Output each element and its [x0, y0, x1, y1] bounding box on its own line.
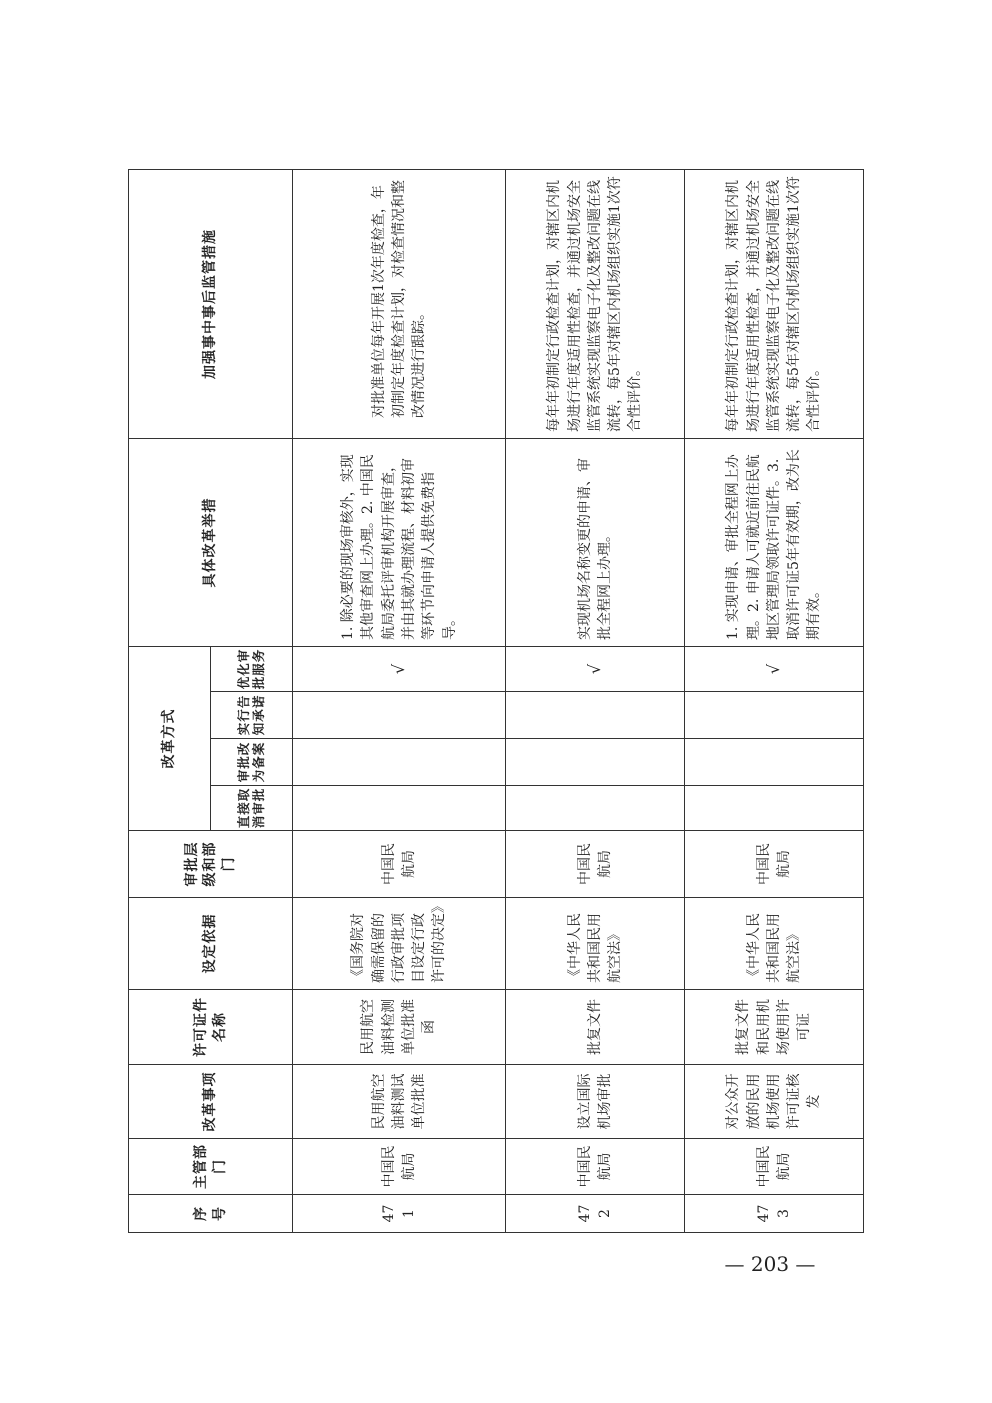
row-basis: 《国务院对确需保留的行政审批项目设定行政许可的决定》	[293, 898, 506, 990]
row-basis: 《中华人民共和国民用航空法》	[506, 898, 685, 990]
header-mode-record: 审批改为备案	[211, 739, 293, 786]
row-license: 批复文件	[506, 990, 685, 1065]
row-item: 对公众开放的民用机场使用许可证核发	[685, 1065, 864, 1139]
row-item: 设立国际机场审批	[506, 1065, 685, 1139]
row-dept: 中国民航局	[506, 1139, 685, 1195]
row-measures: 1. 实现申请、审批全程网上办理。2. 申请人可就近前往民航地区管理局领取许可证件。3. 取消许可证5年有效期，改为长期有效。	[685, 439, 864, 647]
row-mode-cancel	[685, 786, 864, 831]
reform-table	[128, 169, 864, 1233]
table-row	[506, 170, 685, 1233]
row-mode-optimize: √	[685, 647, 864, 692]
row-mode-record	[685, 739, 864, 786]
header-mode: 改革方式	[129, 647, 211, 831]
row-supervision: 每年年初制定行政检查计划，对辖区内机场进行年度适用性检查，并通过机场安全监管系统实现监察电子化及整改问题在线流转，每5年对辖区内机场组织实施1次符合性评价。	[685, 170, 864, 439]
header-mode-optimize: 优化审批服务	[211, 647, 293, 692]
row-supervision: 每年年初制定行政检查计划，对辖区内机场进行年度适用性检查，并通过机场安全监管系统实现监察电子化及整改问题在线流转，每5年对辖区内机场组织实施1次符合性评价。	[506, 170, 685, 439]
row-basis: 《中华人民共和国民用航空法》	[685, 898, 864, 990]
header-mode-notify: 实行告知承诺	[211, 692, 293, 739]
header-dept: 主管部门	[129, 1139, 293, 1195]
row-mode-record	[293, 739, 506, 786]
row-mode-optimize: √	[293, 647, 506, 692]
row-mode-cancel	[506, 786, 685, 831]
row-dept: 中国民航局	[293, 1139, 506, 1195]
row-supervision: 对批准单位每年开展1次年度检查，年初制定年度检查计划，对检查情况和整改情况进行跟踪。	[293, 170, 506, 439]
row-seq: 472	[506, 1195, 685, 1233]
header-item: 改革事项	[129, 1065, 293, 1139]
table-row	[685, 170, 864, 1233]
row-measures: 实现机场名称变更的申请、审批全程网上办理。	[506, 439, 685, 647]
header-mode-cancel: 直接取消审批	[211, 786, 293, 831]
header-row	[129, 170, 211, 1233]
header-level: 审批层级和部门	[129, 831, 293, 898]
table-row	[293, 170, 506, 1233]
row-mode-optimize: √	[506, 647, 685, 692]
header-basis: 设定依据	[129, 898, 293, 990]
row-mode-record	[506, 739, 685, 786]
rotated-table-wrapper	[128, 170, 864, 1233]
row-mode-notify	[685, 692, 864, 739]
row-measures: 1. 除必要的现场审核外，实现其他审查网上办理。2. 中国民航局委托评审机构开展审查，并由其就办理流程、材料初审等环节向申请人提供免费指导。	[293, 439, 506, 647]
row-level: 中国民航局	[293, 831, 506, 898]
row-mode-cancel	[293, 786, 506, 831]
row-level: 中国民航局	[506, 831, 685, 898]
header-license: 许可证件名称	[129, 990, 293, 1065]
header-supervision: 加强事中事后监管措施	[129, 170, 293, 439]
page-number: — 203 —	[724, 1252, 816, 1276]
row-dept: 中国民航局	[685, 1139, 864, 1195]
row-mode-notify	[293, 692, 506, 739]
header-seq: 序号	[129, 1195, 293, 1233]
header-measures: 具体改革举措	[129, 439, 293, 647]
row-license: 批复文件和民用机场使用许可证	[685, 990, 864, 1065]
row-item: 民用航空油料测试单位批准	[293, 1065, 506, 1139]
row-license: 民用航空油料检测单位批准函	[293, 990, 506, 1065]
row-mode-notify	[506, 692, 685, 739]
row-level: 中国民航局	[685, 831, 864, 898]
row-seq: 473	[685, 1195, 864, 1233]
row-seq: 471	[293, 1195, 506, 1233]
